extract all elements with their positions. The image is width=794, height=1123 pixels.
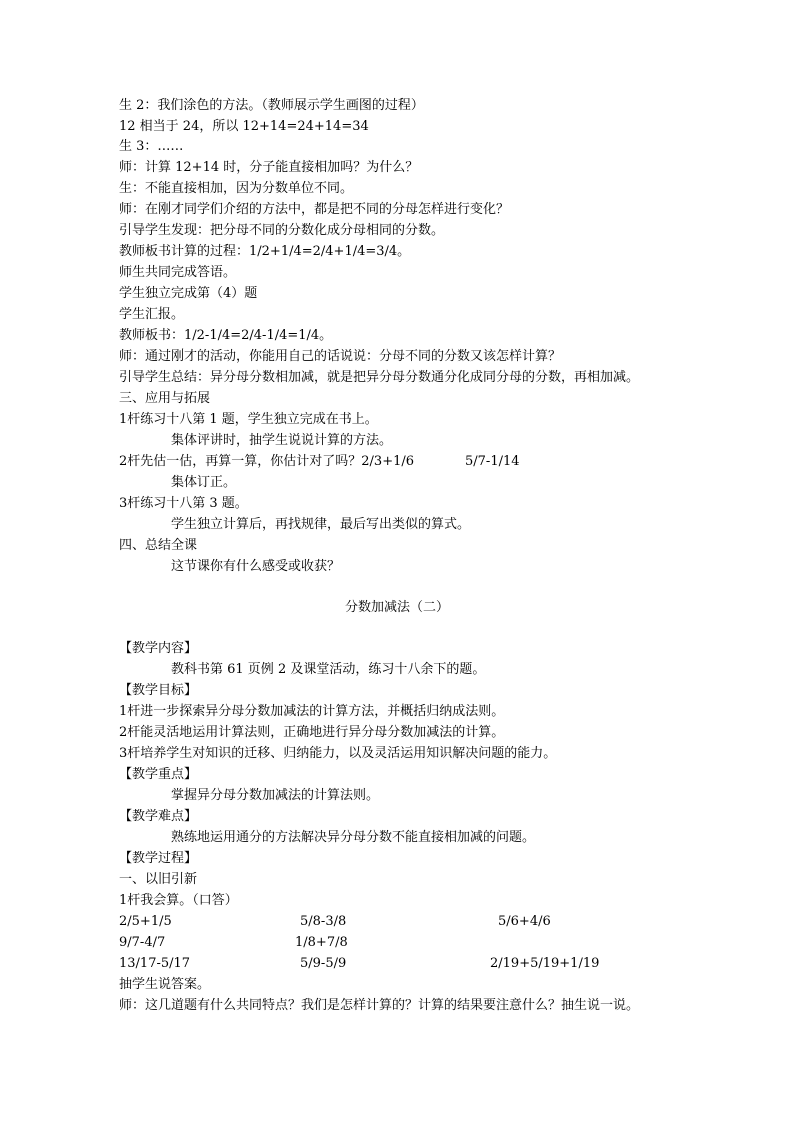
- text-line: 集体订正。: [171, 475, 237, 490]
- section-heading: 【教学内容】: [119, 641, 198, 656]
- section-heading: 一、以旧引新: [119, 872, 198, 887]
- expression: 5/8-3/8: [300, 914, 347, 929]
- text-line: 2杆先估一估，再算一算，你估计对了吗？2/3+1/6: [119, 454, 415, 469]
- lesson-title: 分数加减法（二）: [344, 600, 449, 615]
- section-heading: 四、总结全课: [119, 538, 198, 553]
- text-line: 掌握异分母分数加减法的计算法则。: [171, 788, 380, 803]
- expression: 2/5+1/5: [119, 914, 172, 929]
- text-line: 1杆练习十八第 1 题，学生独立完成在书上。: [119, 412, 378, 427]
- text-line: 学生独立计算后，再找规律，最后写出类似的算式。: [171, 517, 471, 532]
- text-line: 3杆练习十八第 3 题。: [119, 496, 248, 511]
- text-line: 学生独立完成第（4）题: [119, 286, 258, 301]
- text-line: 师：在刚才同学们介绍的方法中，都是把不同的分母怎样进行变化？: [119, 202, 510, 217]
- text-line: 生：不能直接相加，因为分数单位不同。: [119, 181, 354, 196]
- text-line: 12 相当于 24，所以 12+14=24+14=34: [119, 119, 369, 134]
- text-line: 这节课你有什么感受或收获？: [171, 559, 341, 574]
- section-heading: 【教学重点】: [119, 767, 198, 782]
- text-line: 熟练地运用通分的方法解决异分母分数不能直接相加减的问题。: [171, 830, 536, 845]
- expression: 2/19+5/19+1/19: [490, 956, 600, 971]
- expression: 9/7-4/7: [119, 935, 166, 950]
- section-heading: 【教学过程】: [119, 851, 198, 866]
- text-line: 师：这几道题有什么共同特点？我们是怎样计算的？计算的结果要注意什么？抽生说一说。: [119, 998, 640, 1013]
- text-line: 1杆我会算。（口答）: [119, 893, 238, 908]
- expression: 13/17-5/17: [119, 956, 191, 971]
- text-line: 抽学生说答案。: [119, 977, 211, 992]
- expression: 5/9-5/9: [300, 956, 347, 971]
- section-heading: 【教学难点】: [119, 809, 198, 824]
- text-line: 生 3：……: [119, 139, 184, 154]
- text-line: 生 2：我们涂色的方法。（教师展示学生画图的过程）: [119, 98, 424, 113]
- expression: 1/8+7/8: [295, 935, 348, 950]
- text-line: 2杆能灵活地运用计算法则，正确地进行异分母分数加减法的计算。: [119, 725, 505, 740]
- text-line: 1杆进一步探索异分母分数加减法的计算方法，并概括归纳成法则。: [119, 704, 505, 719]
- text-line: 引导学生总结：异分母分数相加减，就是把异分母分数通分化成同分母的分数，再相加减。: [119, 370, 640, 385]
- text-line: 教师板书计算的过程：1/2+1/4=2/4+1/4=3/4。: [119, 244, 411, 259]
- text-line: 师生共同完成答语。: [119, 265, 237, 280]
- text-line: 3杆培养学生对知识的迁移、归纳能力，以及灵活运用知识解决问题的能力。: [119, 746, 557, 761]
- expression: 5/6+4/6: [498, 914, 551, 929]
- section-heading: 【教学目标】: [119, 683, 198, 698]
- section-heading: 三、应用与拓展: [119, 391, 211, 406]
- text-line: 教科书第 61 页例 2 及课堂活动，练习十八余下的题。: [171, 662, 486, 677]
- text-line: 引导学生发现：把分母不同的分数化成分母相同的分数。: [119, 223, 445, 238]
- text-line: 学生汇报。: [119, 307, 185, 322]
- text-line: 集体评讲时，抽学生说说计算的方法。: [171, 433, 393, 448]
- text-line: 师：通过刚才的活动，你能用自己的话说说：分母不同的分数又该怎样计算？: [119, 349, 562, 364]
- expression: 5/7-1/14: [465, 454, 520, 469]
- text-line: 教师板书：1/2-1/4=2/4-1/4=1/4。: [119, 328, 333, 343]
- text-line: 师：计算 12+14 时，分子能直接相加吗？为什么？: [119, 160, 419, 175]
